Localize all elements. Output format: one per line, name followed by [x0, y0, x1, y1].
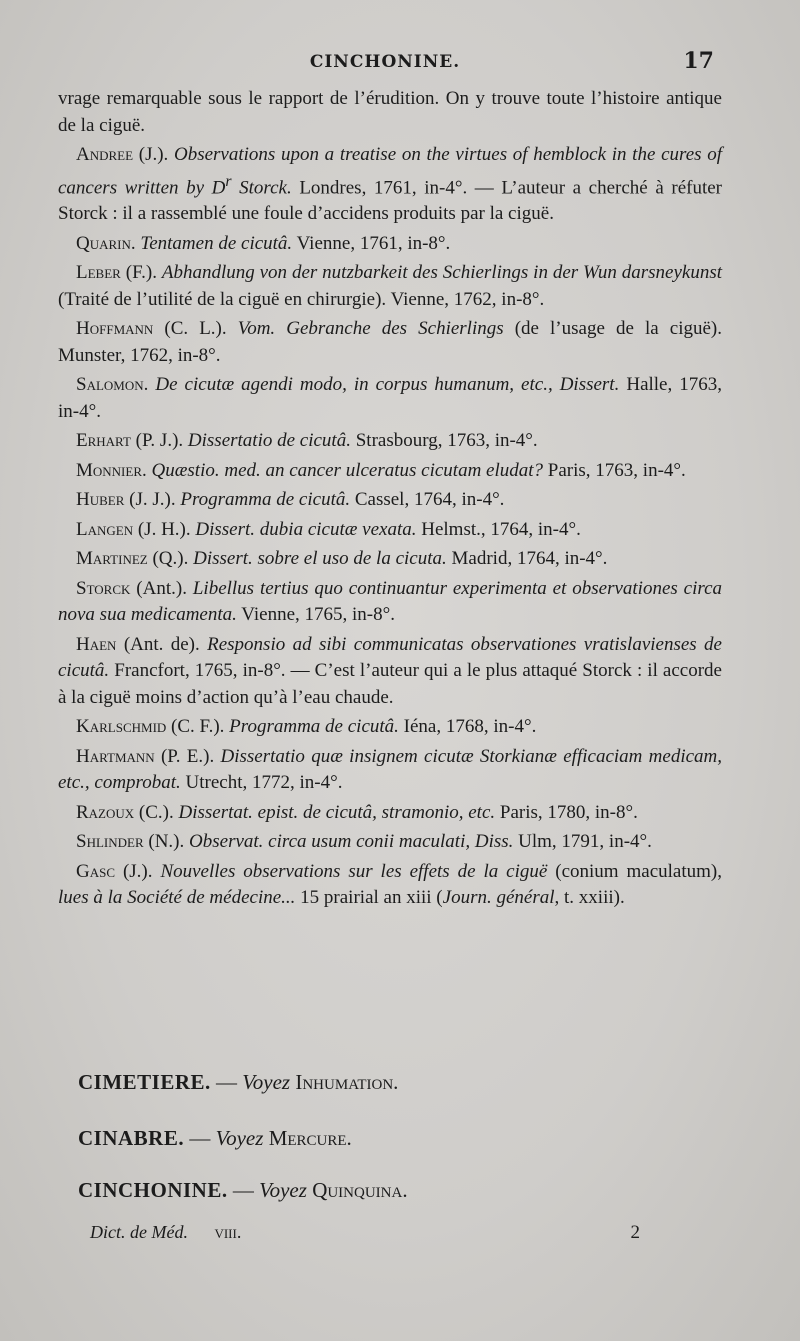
entry-author: Hartmann [76, 745, 155, 767]
bib-entry [58, 829, 722, 856]
entry-author: Haen [76, 633, 117, 655]
entry-title: Programma de cicutâ. [229, 716, 399, 738]
entry-title: Responsio ad sibi communicatas observationes vratislavienses de cicutâ. [58, 633, 722, 682]
entry-author: Gasc [76, 860, 116, 882]
entry-title: De cicutæ agendi modo, in corpus humanum, etc., Dissert. [155, 374, 620, 396]
entry-rest-3: , t. xxiii). [554, 887, 625, 909]
entry-initials: (Ant.). [130, 577, 193, 599]
entry-rest: Londres, 1761, in-4°. — L’auteur a cherché à réfuter Storck : il a rassemblé une foule d’accidens produits par la ciguë. [58, 176, 722, 225]
signature-footer [90, 1222, 650, 1243]
bib-entry [58, 487, 722, 514]
running-head [58, 48, 714, 82]
entry-rest: Utrecht, 1772, in-4°. [180, 772, 343, 794]
entry-title: Observat. circa usum conii maculati, Diss. [189, 831, 514, 853]
cross-ref-link[interactable]: Quinquina. [312, 1178, 408, 1202]
entry-author: Quarin [76, 232, 131, 254]
entry-title: Vom. Gebranche des Schierlings [237, 318, 504, 340]
entry-rest: Paris, 1763, in-4°. [543, 459, 686, 481]
cross-ref-link[interactable]: Inhumation. [295, 1070, 399, 1094]
bibliography-text [58, 86, 722, 915]
entry-rest: Strasbourg, 1763, in-4°. [350, 430, 538, 452]
entry-rest: Vienne, 1765, in-8°. [236, 604, 395, 626]
entry-rest: Francfort, 1765, in-8°. — C’est l’auteur qui a le plus attaqué Storck : il accorde à la ciguë moins d’action qu’à l’eau chaude. [58, 660, 722, 708]
signature-mark: Dict. de Méd. [90, 1222, 188, 1242]
entry-title: Dissertatio de cicutâ. [187, 430, 351, 452]
gathering-number: 2 [630, 1222, 640, 1243]
entry-title: Dissert. dubia cicutæ vexata. [195, 518, 417, 540]
bib-entry [58, 458, 722, 485]
entry-initials: (J.). [115, 860, 161, 882]
entry-author: Andree [76, 144, 134, 165]
entry-author: Leber [76, 262, 121, 284]
continuation-paragraph: vrage remarquable sous le rapport de l’érudition. On y trouve toute l’histoire antique de la ciguë. [58, 88, 722, 136]
entry-rest-2: 15 prairial an xiii ( [295, 887, 443, 909]
entry-rest: Vienne, 1761, in-8°. [292, 232, 451, 254]
bib-entry [58, 546, 722, 573]
entry-initials: (J. H.). [133, 518, 196, 540]
entry-author: Monnier [76, 459, 142, 481]
entry-title-3: Journ. général [442, 887, 555, 909]
entry-initials: . [142, 459, 152, 481]
entry-title: Dissert. sobre el uso de la cicuta. [193, 548, 447, 570]
bib-entry [58, 859, 722, 912]
entry-rest: Paris, 1780, in-8°. [495, 801, 638, 823]
entry-rest: Helmst., 1764, in-4°. [416, 518, 581, 540]
entry-title-end: Storck. [231, 176, 292, 198]
entry-title-2: lues à la Société de médecine... [58, 887, 296, 909]
entry-author: Razoux [76, 801, 135, 823]
entry-author: Karlschmid [76, 716, 167, 738]
entry-title: Observations upon a treatise on the virtues of hemblock in the cures of cancers written by D [58, 144, 722, 198]
bib-entry [58, 142, 722, 228]
see-label: Voyez [259, 1178, 307, 1202]
entry-title: Quæstio. med. an cancer ulceratus cicutam eludat? [151, 459, 544, 481]
entry-initials: . [130, 232, 141, 254]
cross-ref-link[interactable]: Mercure. [268, 1126, 352, 1150]
entry-title: Abhandlung von der nutzbarkeit des Schierlings in der Wun darsneykunst [161, 262, 722, 284]
entry-author: Huber [76, 489, 125, 511]
entry-initials: (C. F.). [166, 716, 230, 738]
cross-ref-entry: CIMETIERE. — Voyez Inhumation. [78, 1070, 399, 1094]
entry-rest: Madrid, 1764, in-4°. [446, 548, 608, 570]
see-label: Voyez [215, 1126, 264, 1150]
entry-title: Dissertat. epist. de cicutâ, stramonio, etc. [178, 801, 496, 823]
headword: CIMETIERE. [78, 1070, 211, 1094]
entry-initials: (N.). [143, 831, 190, 853]
entry-rest: Ulm, 1791, in-4°. [513, 831, 652, 853]
entry-initials: (C. L.). [153, 318, 238, 340]
entry-initials: (P. J.). [130, 430, 188, 452]
see-label: Voyez [242, 1070, 291, 1094]
cross-ref-entry: CINABRE. — Voyez Mercure. [78, 1126, 352, 1150]
bib-entry [58, 231, 722, 258]
entry-author: Shlinder [76, 831, 144, 853]
entry-title: Programma de cicutâ. [180, 489, 351, 511]
entry-author: Erhart [76, 430, 131, 452]
bib-entry [58, 428, 722, 455]
entry-author: Langen [76, 518, 134, 540]
entry-title: Tentamen de cicutâ. [140, 232, 293, 254]
bib-entry [58, 260, 722, 313]
bib-entry [58, 517, 722, 544]
running-title: CINCHONINE. [309, 52, 461, 72]
bib-entry [58, 800, 722, 827]
bib-entry [58, 372, 722, 425]
entry-rest: (de l’usage de la ciguë). Munster, 1762, in-8°. [58, 318, 722, 366]
entry-title: Dissertatio quæ insignem cicutæ Storkianæ efficaciam medicam, etc., comprobat. [58, 745, 722, 794]
volume-number: viii. [214, 1222, 242, 1242]
entry-initials: (Q.). [147, 548, 194, 570]
entry-title-sup: r [225, 172, 232, 190]
entry-initials: (F.). [120, 262, 162, 284]
entry-author: Hoffmann [76, 318, 154, 340]
page-number: 17 [683, 48, 714, 74]
entry-initials: (Ant. de). [116, 633, 208, 655]
entry-rest: Iéna, 1768, in-4°. [398, 716, 537, 738]
headword: CINCHONINE. [78, 1178, 228, 1202]
cross-ref-entry: CINCHONINE. — Voyez Quinquina. [78, 1178, 408, 1202]
entry-author: Martinez [76, 548, 148, 570]
bib-entry [58, 744, 722, 797]
entry-rest: Halle, 1763, in-4°. [58, 374, 722, 422]
bib-entry [58, 316, 722, 369]
bib-entry [58, 632, 722, 712]
entry-title: Nouvelles observations sur les effets de la ciguë [160, 860, 548, 882]
entry-rest: (conium maculatum), [547, 860, 722, 882]
entry-initials: (P. E.). [154, 745, 221, 767]
headword: CINABRE. [78, 1126, 185, 1150]
entry-rest: (Traité de l’utilité de la ciguë en chirurgie). Vienne, 1762, in-8°. [58, 288, 545, 310]
entry-initials: (J. J.). [124, 489, 181, 511]
entry-author: Salomon [76, 374, 144, 396]
entry-initials: . [143, 374, 156, 396]
entry-title: Libellus tertius quo continuantur experimenta et observationes circa nova sua medicamenta. [58, 577, 722, 626]
entry-rest: Cassel, 1764, in-4°. [350, 489, 505, 511]
entry-initials: (C.). [134, 801, 179, 823]
bib-entry [58, 714, 722, 741]
bib-entry [58, 576, 722, 629]
entry-initials: (J.). [133, 144, 174, 165]
entry-author: Storck [76, 577, 131, 599]
